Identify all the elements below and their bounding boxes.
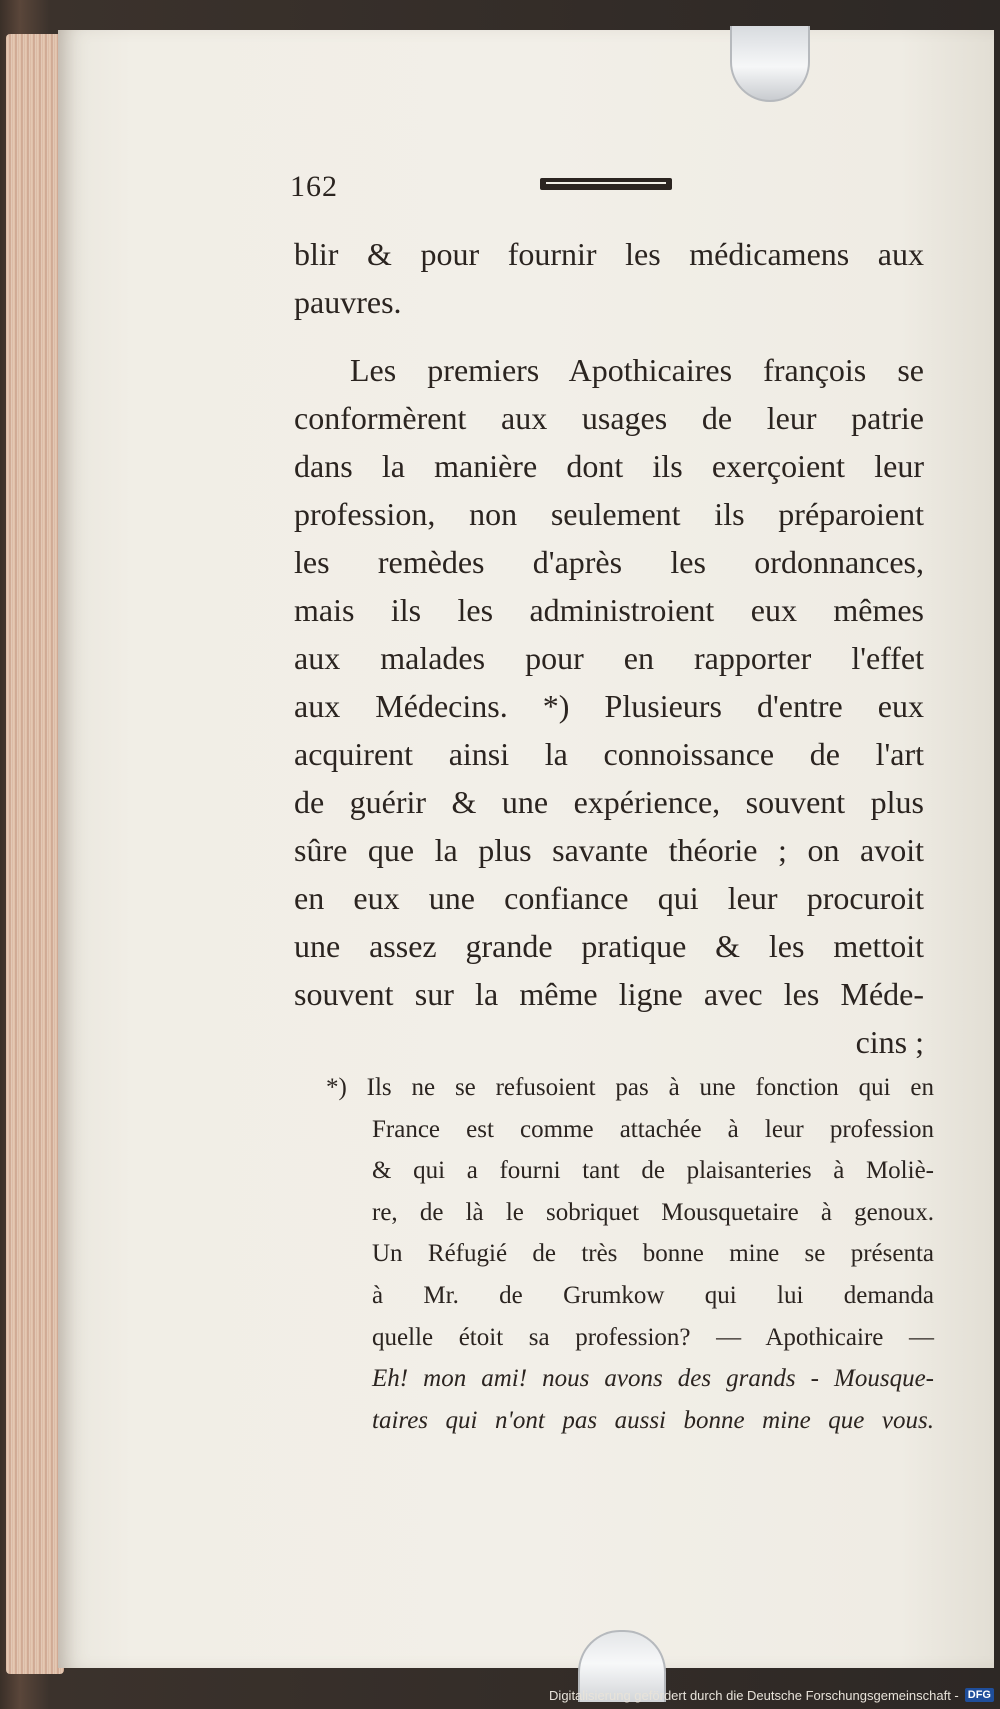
text-line: profession, non seulement ils préparoient	[294, 496, 924, 532]
main-paragraph	[294, 346, 924, 1066]
footnote-line: quelle étoit sa profession? — Apothicaire —	[372, 1323, 934, 1351]
footnote-line: & qui a fourni tant de plaisanteries à Moliè-	[372, 1157, 934, 1185]
text-line: en eux une confiance qui leur procuroit	[294, 880, 924, 916]
header-ornament	[540, 178, 672, 190]
footnote-line: France est comme attachée à leur profession	[372, 1115, 934, 1143]
text-line: souvent sur la même ligne avec les Méde-	[294, 976, 924, 1012]
text-line: une assez grande pratique & les mettoit	[294, 928, 924, 964]
page-clip-top	[730, 26, 810, 102]
text-line: Les premiers Apothicaires françois se	[350, 352, 924, 388]
text-line: pauvres.	[294, 284, 402, 320]
digitization-footer	[549, 1684, 994, 1706]
text-line: les remèdes d'après les ordonnances,	[294, 544, 924, 580]
page-number: 162	[290, 170, 338, 203]
footnote-line: taires qui n'ont pas aussi bonne mine que vous.	[372, 1406, 934, 1434]
text-line: sûre que la plus savante théorie ; on avoit	[294, 832, 924, 868]
text-line: de guérir & une expérience, souvent plus	[294, 784, 924, 820]
footnote-line: Eh! mon ami! nous avons des grands - Mousque-	[372, 1365, 934, 1393]
footnote-line: re, de là le sobriquet Mousquetaire à genoux.	[372, 1198, 934, 1226]
footnote-line: *) Ils ne se refusoient pas à une fonction qui en	[326, 1074, 934, 1101]
text-line: blir & pour fournir les médicamens aux	[294, 236, 924, 272]
continuation-text	[294, 230, 924, 326]
text-line: aux malades pour en rapporter l'effet	[294, 640, 924, 676]
footnote-line: à Mr. de Grumkow qui lui demanda	[372, 1281, 934, 1309]
text-line: cins ;	[855, 1024, 924, 1060]
text-line: dans la manière dont ils exerçoient leur	[294, 448, 924, 484]
text-line: acquirent ainsi la connoissance de l'art	[294, 736, 924, 772]
footnote	[326, 1067, 934, 1441]
text-line: mais ils les administroient eux mêmes	[294, 592, 924, 628]
page-edges	[6, 34, 64, 1674]
dfg-logo: DFG	[965, 1688, 994, 1702]
footnote-line: Un Réfugié de très bonne mine se présenta	[372, 1240, 934, 1268]
text-line: conformèrent aux usages de leur patrie	[294, 400, 924, 436]
footer-credit: Digitalisierung gefördert durch die Deutsche Forschungsgemeinschaft -	[549, 1687, 959, 1703]
text-line: aux Médecins. *) Plusieurs d'entre eux	[294, 688, 924, 724]
